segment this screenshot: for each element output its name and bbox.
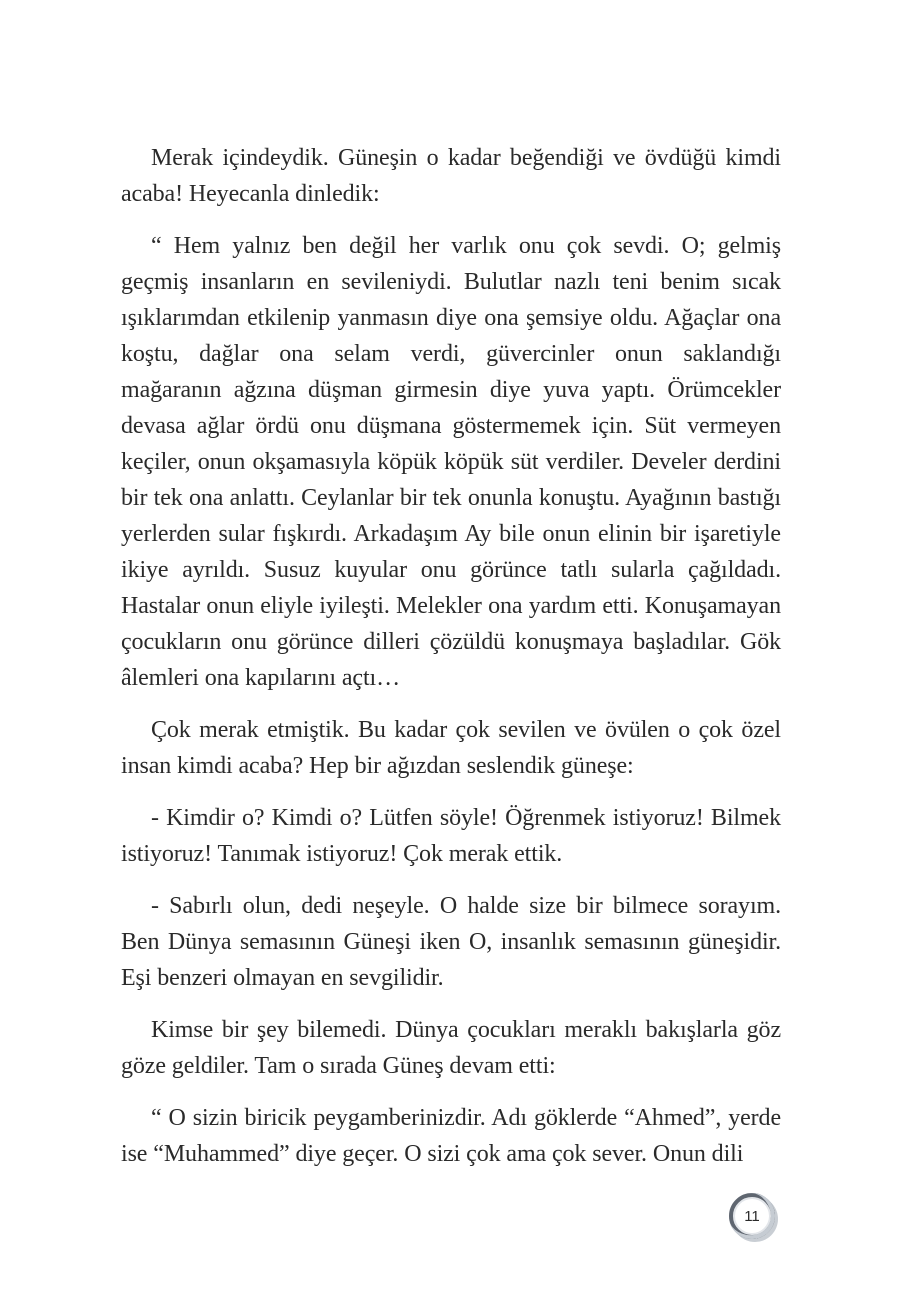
paragraph-7: “ O sizin biricik peygamberinizdir. Adı göklerde “Ahmed”, yerde ise “Muhammed” diye geçer. O sizi çok ama çok sever. Onun dili bbox=[121, 1105, 781, 1167]
page-number-badge bbox=[729, 1193, 775, 1239]
paragraph-1: Merak içindeydik. Güneşin o kadar beğendiği ve övdüğü kimdi acaba! Heyecanla dinledik: bbox=[121, 145, 781, 207]
page-number: 11 bbox=[744, 1207, 760, 1225]
paragraph-3: Çok merak etmiştik. Bu kadar çok sevilen ve övülen o çok özel insan kimdi acaba? Hep bir ağızdan seslendik güneşe: bbox=[121, 717, 781, 779]
paragraph-6: Kimse bir şey bilemedi. Dünya çocukları meraklı bakışlarla göz göze geldiler. Tam o sırada Güneş devam etti: bbox=[121, 1017, 781, 1079]
page-body bbox=[121, 140, 781, 1188]
paragraph-2: “ Hem yalnız ben değil her varlık onu çok sevdi. O; gelmiş geçmiş insanların en sevileniydi. Bulutlar nazlı teni benim sıcak ışıklarımdan etkilenip yanmasın diye ona şemsiye oldu. Ağaçlar ona koştu, dağlar ona selam verdi, güvercinler onun saklandığı mağaranın ağzına düşman girmesin diye yuva yaptı. Örümcekler devasa ağlar ördü onu düşmana göstermemek için. Süt vermeyen keçiler, onun okşamasıyla köpük köpük süt verdiler. Develer derdini bir tek ona anlattı. Ceylanlar bir tek onunla konuştu. Ayağının bastığı yerlerden sular fışkırdı. Arkadaşım Ay bile onun elinin bir işaretiyle ikiye ayrıldı. Susuz kuyular onu görünce tatlı sularla çağıldadı. Hastalar onun eliyle iyileşti. Melekler ona yardım etti. Konuşamayan çocukların onu görünce dilleri çözüldü konuşmaya başladılar. Gök âlemleri ona kapılarını açtı… bbox=[121, 233, 781, 691]
paragraph-4: - Kimdir o? Kimdi o? Lütfen söyle! Öğrenmek istiyoruz! Bilmek istiyoruz! Tanımak istiyoruz! Çok merak ettik. bbox=[121, 805, 781, 867]
paragraph-5: - Sabırlı olun, dedi neşeyle. O halde size bir bilmece sorayım. Ben Dünya semasının Güneşi iken O, insanlık semasının güneşidir. Eşi benzeri olmayan en sevgilidir. bbox=[121, 893, 781, 991]
